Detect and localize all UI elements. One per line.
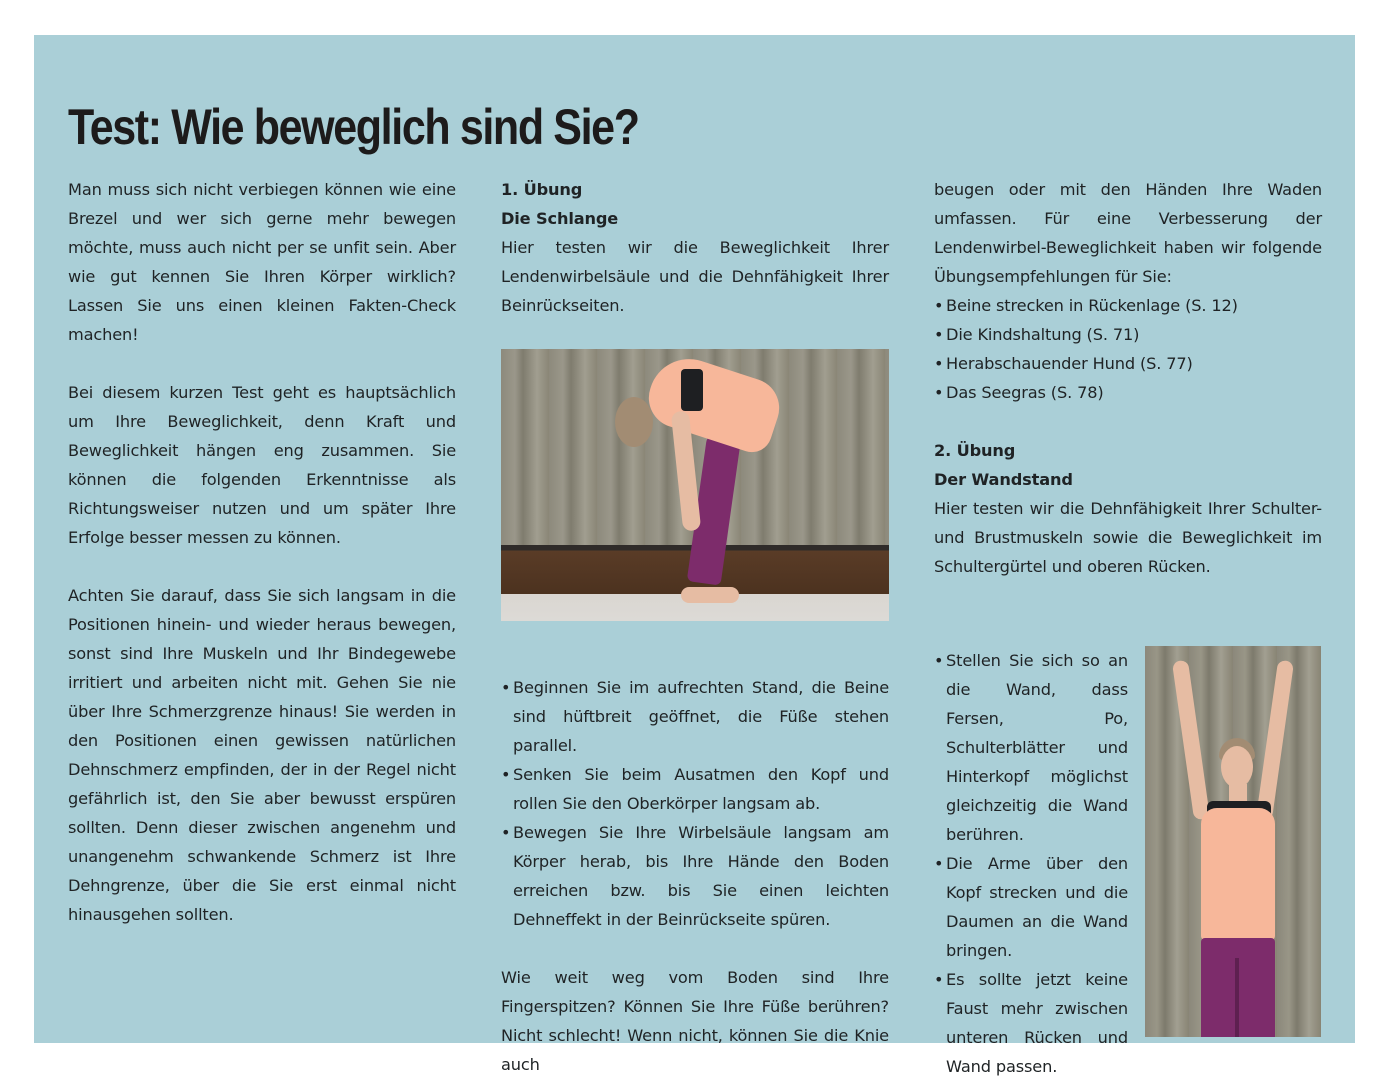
exercise2-step: • Stellen Sie sich so an die Wand, dass Fersen, Po, Schulterblätter und Hinterkopf möglichst gleichzeitig die Wand berühren. [934, 646, 1128, 849]
figure-feet [681, 587, 739, 603]
exercise2-photo [1145, 646, 1321, 1037]
exercise1-photo [501, 349, 889, 621]
exercise1-followup: Wie weit weg vom Boden sind Ihre Fingerspitzen? Können Sie Ihre Füße berühren? Nicht schlecht! Wenn nicht, können Sie die Knie auch [501, 968, 889, 1074]
exercise2-intro: Hier testen wir die Dehnfähigkeit Ihrer Schulter- und Brustmuskeln sowie die Beweglichkeit im Schultergürtel und oberen Rücken. [934, 499, 1322, 576]
intro-column [68, 175, 456, 929]
figure-shirt [1201, 808, 1275, 940]
intro-paragraph: Achten Sie darauf, dass Sie sich langsam in die Positionen hinein- und wieder heraus bewegen, sonst sind Ihre Muskeln und Ihr Bindegewebe irritiert und arbeiten nicht mit. Gehen Sie nie über Ihre Schmerzgrenze hinaus! Sie werden in den Positionen einen gewissen natürlichen Dehnschmerz empfinden, der in der Regel nicht gefährlich ist, den Sie aber bewusst erspüren sollten. Denn dieser zwischen angenehm und unangenehm schwankende Schmerz ist Ihre Dehngrenze, über die Sie erst einmal nicht hinausgehen sollten. [68, 586, 456, 924]
recommendation-item: • Das Seegras (S. 78) [934, 378, 1322, 407]
exercise2-name: Der Wandstand [934, 470, 1073, 489]
exercise2-step: • Es sollte jetzt keine Faust mehr zwischen unteren Rücken und Wand passen. [934, 965, 1128, 1081]
exercise2-step: • Die Arme über den Kopf strecken und die Daumen an die Wand bringen. [934, 849, 1128, 965]
exercise1-steps [501, 673, 889, 934]
exercise1-followup-continued: beugen oder mit den Händen Ihre Waden umfassen. Für eine Verbesserung der Lendenwirbel-Beweglichkeit haben wir folgende Übungsempfehlungen für Sie: [934, 180, 1322, 286]
exercise1-column [501, 175, 889, 1079]
figure-leg-gap [1235, 958, 1239, 1037]
intro-paragraph: Bei diesem kurzen Test geht es hauptsächlich um Ihre Beweglichkeit, denn Kraft und Beweglichkeit hängen eng zusammen. Sie können die folgenden Erkenntnisse als Richtungsweiser nutzen und um später Ihre Erfolge besser messen zu können. [68, 383, 456, 547]
exercise2-column [934, 175, 1322, 1076]
exercise1-number: 1. Übung [501, 180, 583, 199]
page-title: Test: Wie beweglich sind Sie? [68, 99, 639, 155]
exercise1-step: • Beginnen Sie im aufrechten Stand, die Beine sind hüftbreit geöffnet, die Füße stehen parallel. [501, 673, 889, 760]
exercise2-steps [934, 646, 1128, 1081]
exercise1-intro: Hier testen wir die Beweglichkeit Ihrer Lendenwirbelsäule und die Dehnfähigkeit Ihrer Beinrückseiten. [501, 238, 889, 315]
recommendation-item: • Beine strecken in Rückenlage (S. 12) [934, 291, 1322, 320]
exercise1-step: • Bewegen Sie Ihre Wirbelsäule langsam am Körper herab, bis Ihre Hände den Boden erreichen bzw. bis Sie einen leichten Dehneffekt in der Beinrückseite spüren. [501, 818, 889, 934]
recommendation-list [934, 291, 1322, 407]
figure-bra [681, 369, 703, 411]
figure-right-arm [1256, 660, 1294, 821]
recommendation-item: • Die Kindshaltung (S. 71) [934, 320, 1322, 349]
page-panel [34, 35, 1355, 1076]
exercise1-step: • Senken Sie beim Ausatmen den Kopf und rollen Sie den Oberkörper langsam ab. [501, 760, 889, 818]
exercise2-number: 2. Übung [934, 441, 1016, 460]
exercise1-name: Die Schlange [501, 209, 619, 228]
figure-shirt [641, 349, 787, 457]
figure-left-arm [1172, 660, 1210, 821]
figure-head [1221, 746, 1253, 788]
intro-paragraph: Man muss sich nicht verbiegen können wie eine Brezel und wer sich gerne mehr bewegen möchte, muss auch nicht per se unfit sein. Aber wie gut kennen Sie Ihren Körper wirklich? Lassen Sie uns einen kleinen Fakten-Check machen! [68, 180, 456, 344]
recommendation-item: • Herabschauender Hund (S. 77) [934, 349, 1322, 378]
figure-head [615, 397, 653, 447]
